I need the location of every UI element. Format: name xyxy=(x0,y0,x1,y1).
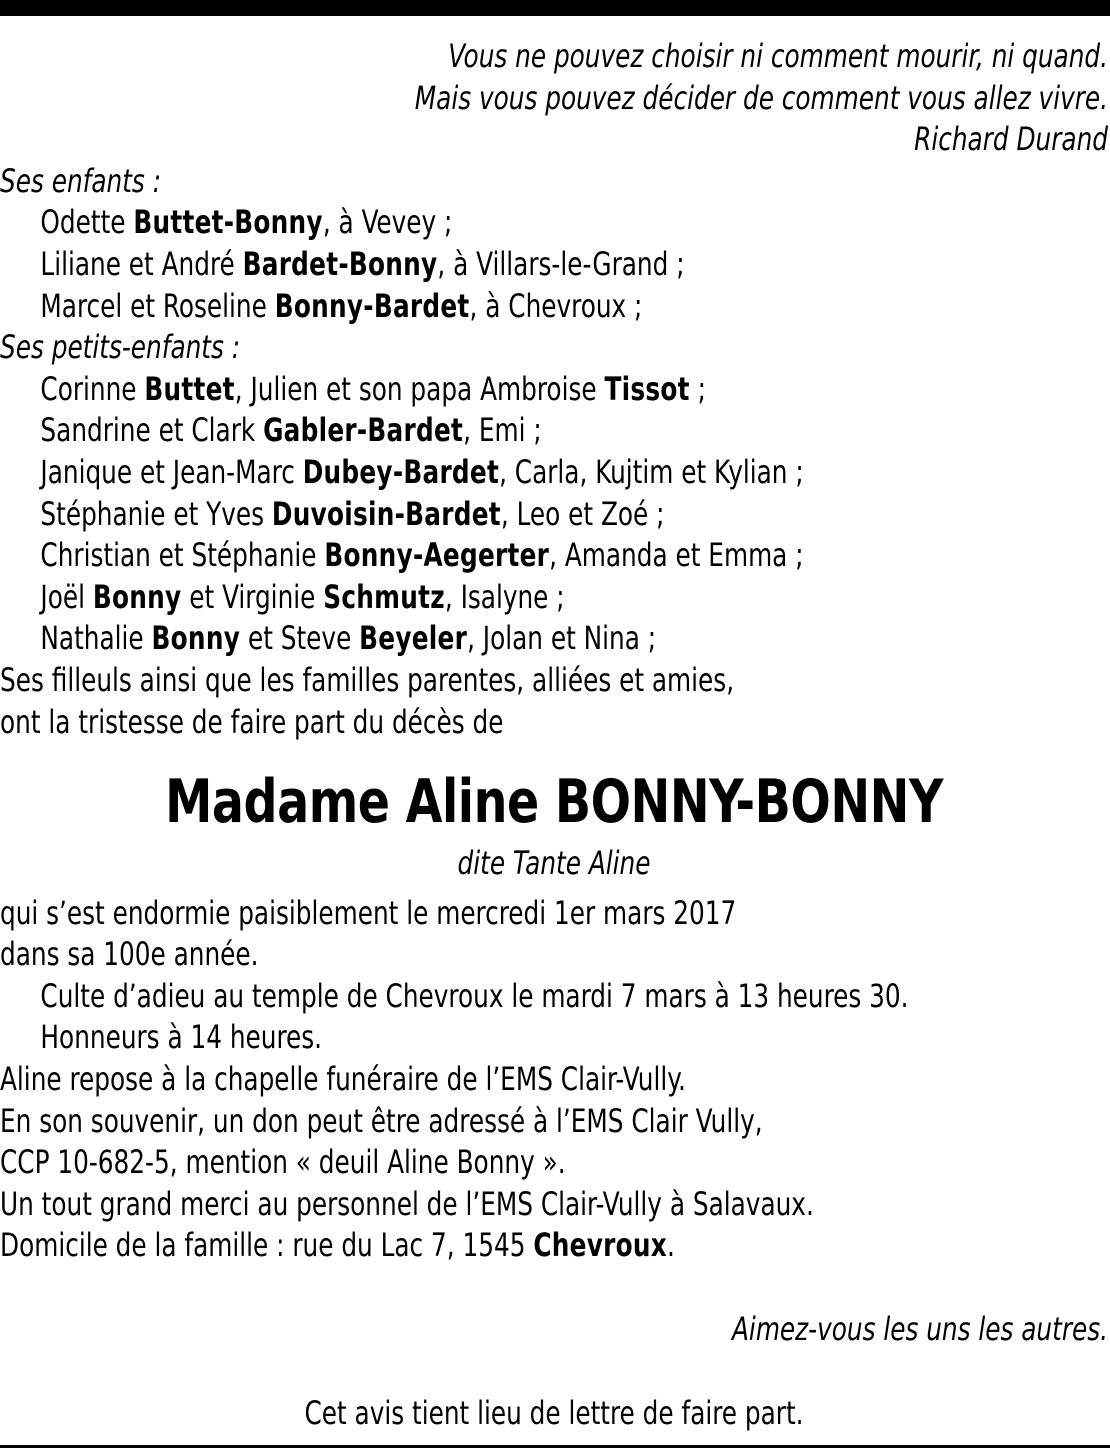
grandchild-entry: Stéphanie et Yves Duvoisin-Bardet, Leo et Zoé ; xyxy=(40,494,665,533)
grandchild-entry: Nathalie Bonny et Steve Beyeler, Jolan et Nina ; xyxy=(40,619,657,658)
bottom-rule xyxy=(0,1445,1110,1448)
ceremony-line: Honneurs à 14 heures. xyxy=(40,1018,323,1057)
body-line: Un tout grand merci au personnel de l’EMS Clair-Vully à Salavaux. xyxy=(0,1184,814,1223)
deceased-name: Madame Aline BONNY-BONNY xyxy=(165,767,943,838)
grandchild-entry: Sandrine et Clark Gabler-Bardet, Emi ; xyxy=(40,411,542,450)
body-line: CCP 10-682-5, mention « deuil Aline Bonny ». xyxy=(0,1143,566,1182)
quote-author: Richard Durand xyxy=(914,120,1108,159)
body-line: qui s’est endormie paisiblement le mercredi 1er mars 2017 xyxy=(0,893,737,932)
grandchildren-heading: Ses petits-enfants : xyxy=(0,328,241,367)
grandchild-entry: Christian et Stéphanie Bonny-Aegerter, Amanda et Emma ; xyxy=(40,536,804,575)
body-line: dans sa 100e année. xyxy=(0,935,259,974)
children-heading: Ses enfants : xyxy=(0,161,162,200)
closing-motto: Aimez-vous les uns les autres. xyxy=(732,1310,1108,1349)
child-entry: Liliane et André Bardet-Bonny, à Villars-le-Grand ; xyxy=(40,244,685,283)
body-line: Aline repose à la chapelle funéraire de l’EMS Clair-Vully. xyxy=(0,1060,686,1099)
obituary-notice xyxy=(0,36,1108,1434)
deceased-nickname: dite Tante Aline xyxy=(457,844,651,883)
intro-line: Ses filleuls ainsi que les familles parentes, alliées et amies, xyxy=(0,660,735,699)
body-line: En son souvenir, un don peut être adressé à l’EMS Clair Vully, xyxy=(0,1101,763,1140)
intro-line: ont la tristesse de faire part du décès de xyxy=(0,702,504,741)
top-rule xyxy=(0,0,1110,16)
child-entry: Odette Buttet-Bonny, à Vevey ; xyxy=(40,203,453,242)
closing-notice: Cet avis tient lieu de lettre de faire part. xyxy=(304,1393,804,1432)
grandchild-entry: Janique et Jean-Marc Dubey-Bardet, Carla, Kujtim et Kylian ; xyxy=(40,452,804,491)
grandchild-entry: Corinne Buttet, Julien et son papa Ambroise Tissot ; xyxy=(40,369,706,408)
ceremony-line: Culte d’adieu au temple de Chevroux le mardi 7 mars à 13 heures 30. xyxy=(40,976,909,1015)
quote-line: Vous ne pouvez choisir ni comment mourir, ni quand. xyxy=(448,37,1108,75)
grandchild-entry: Joël Bonny et Virginie Schmutz, Isalyne ; xyxy=(40,577,565,616)
address-line: Domicile de la famille : rue du Lac 7, 1545 Chevroux. xyxy=(0,1226,675,1265)
quote-line: Mais vous pouvez décider de comment vous allez vivre. xyxy=(414,78,1108,117)
child-entry: Marcel et Roseline Bonny-Bardet, à Chevroux ; xyxy=(40,286,643,325)
